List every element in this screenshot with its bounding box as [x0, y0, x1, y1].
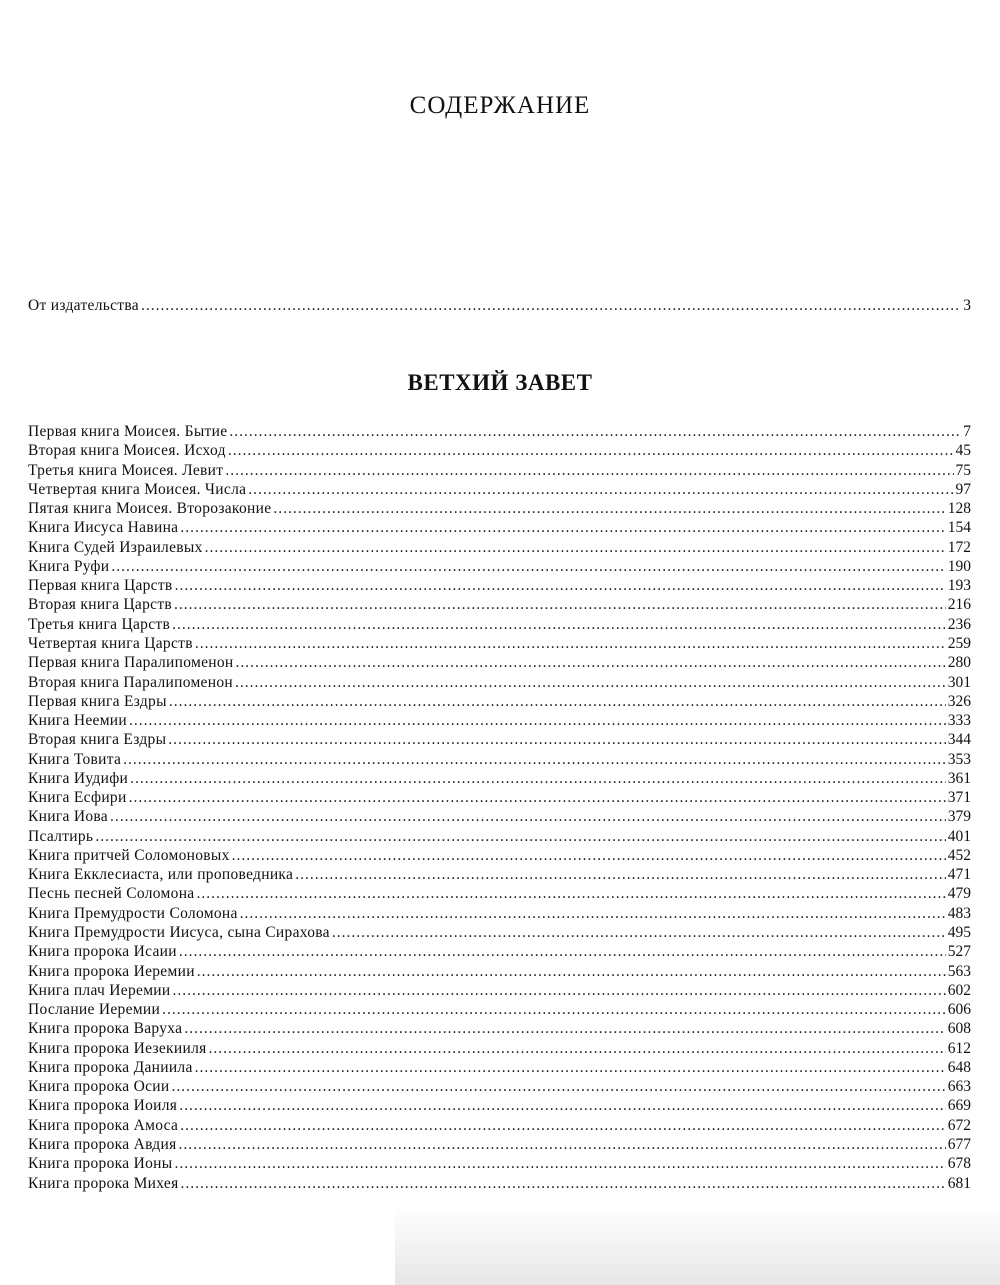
toc-entry-page: 190	[947, 557, 971, 575]
toc-entry-page: 371	[947, 789, 971, 807]
toc-leader-dots	[229, 422, 961, 442]
toc-leader-dots	[205, 538, 946, 558]
toc-leader-dots	[173, 981, 946, 1001]
toc-entry-page: 216	[947, 596, 971, 614]
toc-leader-dots	[179, 1096, 946, 1116]
toc-entry[interactable]	[28, 1019, 971, 1039]
toc-entry[interactable]	[28, 865, 971, 885]
toc-leader-dots	[184, 1019, 945, 1039]
toc-entry[interactable]	[28, 788, 971, 808]
toc-entry[interactable]	[28, 557, 971, 577]
toc-leader-dots	[248, 480, 953, 500]
toc-leader-dots	[172, 615, 946, 635]
toc-entry-page: 648	[947, 1058, 971, 1076]
toc-entry-title: Первая книга Ездры	[28, 692, 167, 710]
toc-leader-dots	[95, 827, 945, 847]
toc-leader-dots	[332, 923, 946, 943]
toc-entry-page: 483	[947, 904, 971, 922]
toc-entry-page: 3	[963, 297, 971, 314]
toc-entry-title: Вторая книга Царств	[28, 596, 173, 614]
toc-entry-page: 606	[947, 1001, 971, 1019]
toc-entry-title: Книга Премудрости Соломона	[28, 904, 238, 922]
toc-entry[interactable]	[28, 1096, 971, 1116]
toc-entry[interactable]	[28, 653, 971, 673]
toc-entry-page: 172	[947, 538, 971, 556]
toc-entry-page: 663	[947, 1078, 971, 1096]
toc-entry[interactable]	[28, 480, 971, 500]
toc-leader-dots	[195, 634, 946, 654]
toc-entry-page: 259	[947, 634, 971, 652]
toc-entry-page: 128	[947, 500, 971, 518]
toc-entry-title: Третья книга Моисея. Левит	[28, 461, 224, 479]
toc-entry-page: 527	[947, 943, 971, 961]
toc-entry-title: Книга Руфи	[28, 557, 110, 575]
toc-entry-page: 280	[947, 654, 971, 672]
toc-leader-dots	[175, 576, 946, 596]
toc-entry[interactable]	[28, 1135, 971, 1155]
toc-entry-page: 672	[947, 1116, 971, 1134]
toc-leader-dots	[168, 730, 945, 750]
toc-leader-dots	[225, 461, 953, 481]
toc-entry-title: Книга Иисуса Навина	[28, 519, 179, 537]
toc-entry-title: Псалтирь	[28, 827, 94, 845]
toc-entry[interactable]	[28, 1058, 971, 1078]
toc-entry-title: Книга пророка Исаии	[28, 943, 177, 961]
toc-entry[interactable]	[28, 846, 971, 866]
toc-entry-title: Книга пророка Амоса	[28, 1116, 179, 1134]
toc-entry[interactable]	[28, 769, 971, 789]
toc-entry[interactable]	[28, 1154, 971, 1174]
toc-entry-title: Книга пророка Авдия	[28, 1135, 177, 1153]
toc-entry-title: Первая книга Моисея. Бытие	[28, 423, 228, 440]
toc-entry-title: Книга Неемии	[28, 712, 127, 730]
toc-entry[interactable]	[28, 422, 971, 442]
toc-entry-title: Книга Иудифи	[28, 769, 129, 787]
toc-entry-title: Книга Премудрости Иисуса, сына Сирахова	[28, 924, 330, 942]
toc-leader-dots	[129, 788, 946, 808]
toc-entry-title: Вторая книга Ездры	[28, 731, 167, 749]
toc-entry[interactable]	[28, 441, 971, 461]
toc-entry-page: 301	[947, 673, 971, 691]
toc-entry[interactable]	[28, 673, 971, 693]
toc-leader-dots	[179, 1135, 946, 1155]
toc-entry[interactable]	[28, 962, 971, 982]
scan-shading	[395, 1205, 1000, 1285]
toc-entry[interactable]	[28, 942, 971, 962]
toc-entry-page: 344	[947, 731, 971, 749]
toc-entry-page: 681	[947, 1174, 971, 1192]
toc-entry-page: 452	[947, 846, 971, 864]
toc-leader-dots	[197, 962, 946, 982]
toc-entry[interactable]	[28, 827, 971, 847]
toc-leader-dots	[295, 865, 946, 885]
toc-entry-title: Первая книга Паралипоменон	[28, 654, 234, 672]
toc-entry-page: 401	[947, 827, 971, 845]
section-title: ВЕТХИЙ ЗАВЕТ	[407, 370, 593, 395]
toc-entry-page: 193	[947, 577, 971, 595]
toc-leader-dots	[181, 1174, 946, 1194]
toc-entry[interactable]	[28, 981, 971, 1001]
toc-entry-page: 612	[947, 1039, 971, 1057]
toc-entry-page: 361	[947, 769, 971, 787]
toc-leader-dots	[273, 499, 945, 519]
toc-entry[interactable]	[28, 711, 971, 731]
toc-entry-title: Книга притчей Соломоновых	[28, 846, 230, 864]
toc-leader-dots	[180, 1116, 946, 1136]
toc-leader-dots	[130, 769, 946, 789]
toc-entry[interactable]	[28, 1000, 971, 1020]
toc-entry-page: 677	[947, 1135, 971, 1153]
toc-leader-dots	[228, 441, 954, 461]
toc-entry-page: 333	[947, 712, 971, 730]
toc-entry-title: Книга пророка Ионы	[28, 1155, 173, 1173]
toc-entry[interactable]	[28, 595, 971, 615]
toc-entry-page: 678	[947, 1155, 971, 1173]
toc-entry-title: Книга пророка Варуха	[28, 1020, 183, 1038]
toc-leader-dots	[171, 1077, 945, 1097]
toc-entry[interactable]	[28, 1039, 971, 1059]
page-title: СОДЕРЖАНИЕ	[409, 92, 591, 119]
toc-leader-dots	[174, 1154, 945, 1174]
toc-entry-title: Книга пророка Даниила	[28, 1058, 193, 1076]
toc-entry[interactable]	[28, 904, 971, 924]
toc-entry[interactable]	[28, 692, 971, 712]
toc-entry-title: От издательства	[28, 297, 139, 314]
toc-entry-title: Книга плач Иеремии	[28, 981, 171, 999]
toc-entry-page: 97	[955, 480, 971, 498]
toc-entry-title: Книга Товита	[28, 750, 122, 768]
toc-entry[interactable]	[28, 730, 971, 750]
toc-leader-dots	[110, 807, 946, 827]
toc-entry-page: 602	[947, 981, 971, 999]
toc-entry-title: Книга Судей Израилевых	[28, 538, 203, 556]
toc-entry-page: 353	[947, 750, 971, 768]
toc-entry[interactable]	[28, 461, 971, 481]
toc-entry-title: Книга пророка Михея	[28, 1174, 179, 1192]
toc-leader-dots	[129, 711, 946, 731]
toc-entry-page: 669	[947, 1097, 971, 1115]
toc-entry-title: Пятая книга Моисея. Второзаконие	[28, 500, 272, 518]
toc-entry[interactable]	[28, 1077, 971, 1097]
toc-leader-dots	[196, 884, 945, 904]
toc-entry[interactable]	[28, 807, 971, 827]
toc-entry-page: 236	[947, 615, 971, 633]
toc-entry[interactable]	[28, 615, 971, 635]
toc-entry-title: Третья книга Царств	[28, 615, 171, 633]
toc-entry-page: 471	[947, 866, 971, 884]
toc-entry-title: Книга пророка Иезекииля	[28, 1039, 207, 1057]
toc-entry[interactable]	[28, 923, 971, 943]
toc-leader-dots	[162, 1000, 946, 1020]
toc-entry[interactable]	[28, 884, 971, 904]
toc-leader-dots	[169, 692, 946, 712]
toc-entry[interactable]	[28, 499, 971, 519]
toc-entry[interactable]	[28, 1174, 971, 1194]
toc-leader-dots	[195, 1058, 946, 1078]
toc-entry-page: 326	[947, 692, 971, 710]
toc-leader-dots	[235, 673, 946, 693]
toc-leader-dots	[236, 653, 946, 673]
toc-entry-page: 154	[947, 519, 971, 537]
toc-leader-dots	[209, 1039, 946, 1059]
toc-entry[interactable]	[28, 518, 971, 538]
toc-entry-title: Четвертая книга Царств	[28, 634, 193, 652]
toc-entry-title: Четвертая книга Моисея. Числа	[28, 480, 247, 498]
toc-entry-title: Книга пророка Иеремии	[28, 962, 195, 980]
toc-entry-page: 608	[947, 1020, 971, 1038]
toc-entry-title: Послание Иеремии	[28, 1001, 161, 1019]
toc-entry[interactable]	[28, 538, 971, 558]
toc-entry-page: 75	[955, 461, 971, 479]
toc-entry-title: Вторая книга Паралипоменон	[28, 673, 233, 691]
toc-entry[interactable]	[28, 1116, 971, 1136]
toc-entry-page: 479	[947, 885, 971, 903]
toc-entry-title: Книга Екклесиаста, или проповедника	[28, 866, 294, 884]
toc-entry[interactable]	[28, 634, 971, 654]
toc-entry-title: Вторая книга Моисея. Исход	[28, 442, 226, 460]
toc-entry-title: Книга пророка Осии	[28, 1078, 170, 1096]
toc-entry-page: 563	[947, 962, 971, 980]
toc-entry-title: Книга Иова	[28, 808, 108, 826]
toc-leader-dots	[179, 942, 946, 962]
toc-leader-dots	[240, 904, 946, 924]
toc-entry-page: 379	[947, 808, 971, 826]
toc-leader-dots	[111, 557, 945, 577]
toc-entry-page: 45	[955, 442, 971, 460]
toc-entry-title: Песнь песней Соломона	[28, 885, 195, 903]
toc-entry[interactable]	[28, 576, 971, 596]
toc-leader-dots	[180, 518, 945, 538]
toc-entry-page: 495	[947, 924, 971, 942]
toc-entry-title: Книга пророка Иоиля	[28, 1097, 178, 1115]
toc-entry-page: 7	[963, 423, 971, 440]
toc-entry[interactable]	[28, 750, 971, 770]
toc-leader-dots	[123, 750, 946, 770]
toc-leader-dots	[174, 595, 946, 615]
toc-entry-title: Первая книга Царств	[28, 577, 173, 595]
toc-entry-title: Книга Есфири	[28, 789, 127, 807]
toc-leader-dots	[232, 846, 946, 866]
